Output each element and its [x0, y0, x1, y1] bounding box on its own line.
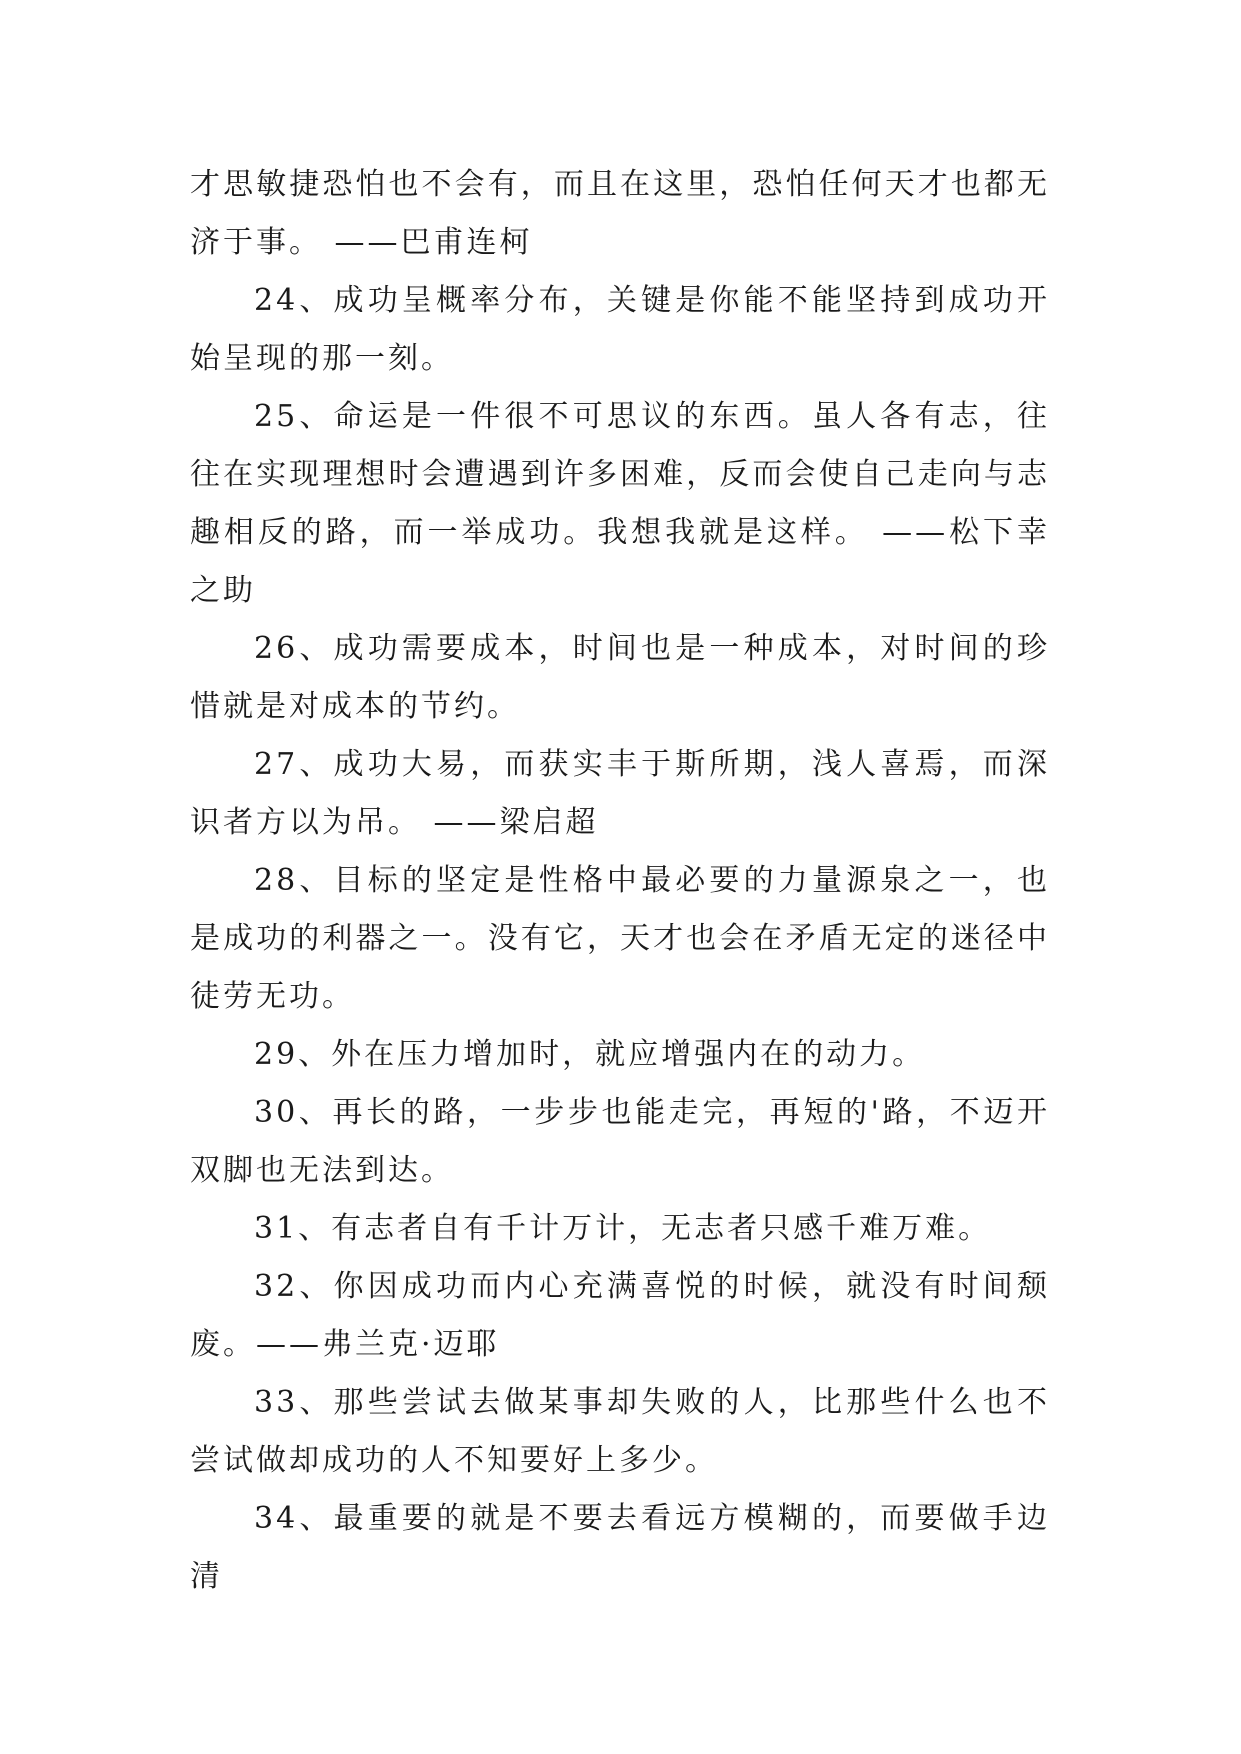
paragraph-29: 29、外在压力增加时，就应增强内在的动力。: [254, 1037, 926, 1072]
paragraph-32: 32、你因成功而内心充满喜悦的时候，就没有时间颓废。——弗兰克·迈耶: [190, 1269, 1050, 1362]
paragraph-27: 27、成功大易，而获实丰于斯所期，浅人喜焉，而深识者方以为吊。 ——梁启超: [190, 747, 1050, 840]
paragraph-30: 30、再长的路，一步步也能走完，再短的'路，不迈开双脚也无法到达。: [190, 1095, 1050, 1188]
paragraph-33: 33、那些尝试去做某事却失败的人，比那些什么也不尝试做却成功的人不知要好上多少。: [190, 1385, 1050, 1478]
paragraph-31: 31、有志者自有千计万计，无志者只感千难万难。: [254, 1211, 992, 1246]
document-body: [190, 156, 1050, 1606]
paragraph-continued: 才思敏捷恐怕也不会有，而且在这里，恐怕任何天才也都无济于事。 ——巴甫连柯: [190, 167, 1050, 260]
paragraph-24: 24、成功呈概率分布，关键是你能不能坚持到成功开始呈现的那一刻。: [190, 283, 1050, 376]
paragraph-34: 34、最重要的就是不要去看远方模糊的，而要做手边清: [190, 1501, 1050, 1594]
paragraph-26: 26、成功需要成本，时间也是一种成本，对时间的珍惜就是对成本的节约。: [190, 631, 1050, 724]
paragraph-28: 28、目标的坚定是性格中最必要的力量源泉之一，也是成功的利器之一。没有它，天才也会在矛盾无定的迷径中徒劳无功。: [190, 863, 1050, 1014]
paragraph-25: 25、命运是一件很不可思议的东西。虽人各有志，往往在实现理想时会遭遇到许多困难，反而会使自己走向与志趣相反的路，而一举成功。我想我就是这样。 ——松下幸之助: [190, 399, 1050, 608]
